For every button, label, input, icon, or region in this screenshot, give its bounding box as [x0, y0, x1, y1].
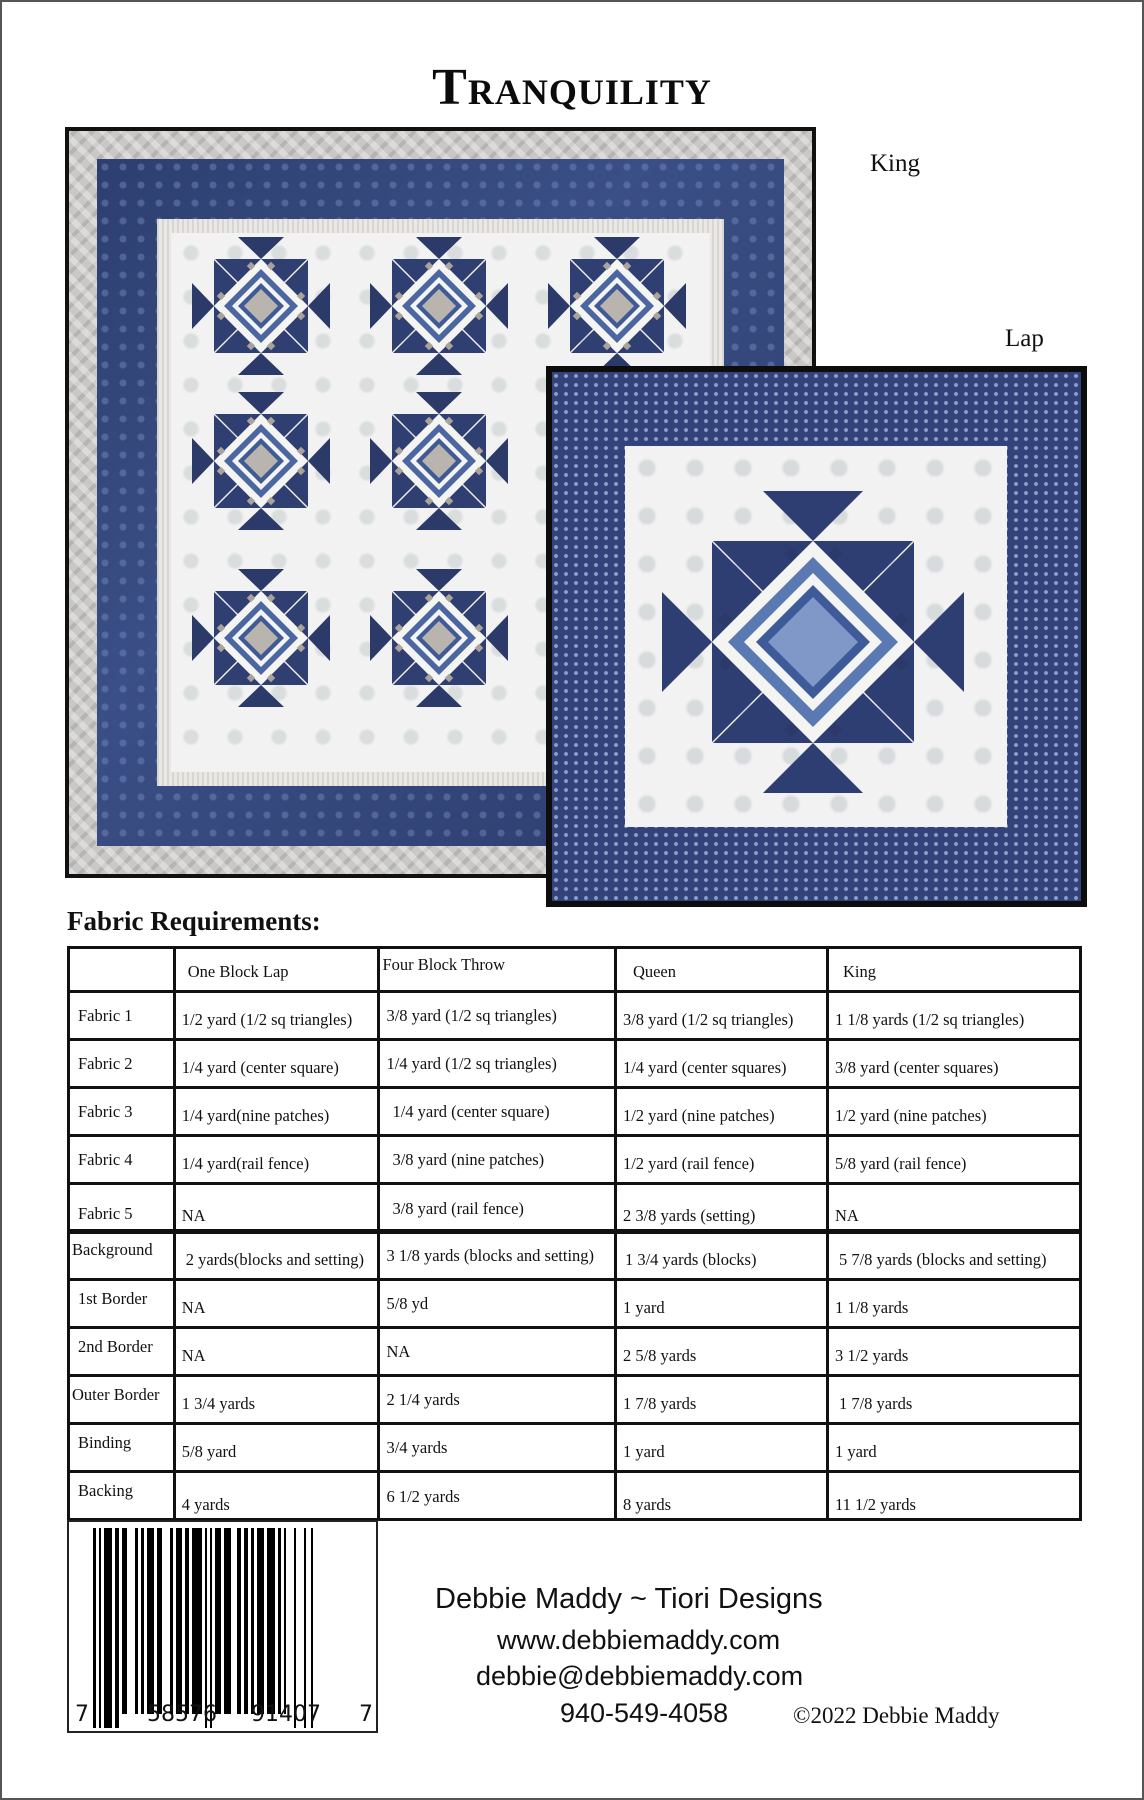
table-cell: 3/8 yard (nine patches) — [379, 1136, 615, 1184]
barcode-digit: 58576 — [147, 1702, 217, 1727]
table-row — [69, 1040, 1081, 1088]
table-cell: 6 1/2 yards — [379, 1472, 615, 1520]
barcode-digit: 7 — [75, 1702, 89, 1727]
table-cell: 1 yard — [615, 1280, 827, 1328]
table-cell: 5/8 yard — [174, 1424, 379, 1472]
table-cell: 5/8 yd — [379, 1280, 615, 1328]
table-cell: NA — [827, 1184, 1080, 1232]
table-cell: 2 5/8 yards — [615, 1328, 827, 1376]
quilt-block — [188, 233, 334, 379]
table-cell: 2 yards(blocks and setting) — [174, 1232, 379, 1280]
row-label: Outer Border — [69, 1376, 175, 1424]
lap-quilt-block — [658, 487, 968, 797]
table-row — [69, 1472, 1081, 1520]
row-label: 2nd Border — [69, 1328, 175, 1376]
table-row — [69, 1424, 1081, 1472]
table-cell: 5 7/8 yards (blocks and setting) — [827, 1232, 1080, 1280]
column-header: Queen — [615, 948, 827, 992]
row-label: Fabric 5 — [69, 1184, 175, 1232]
table-cell: 5/8 yard (rail fence) — [827, 1136, 1080, 1184]
lap-quilt-image — [546, 366, 1087, 907]
quilt-block — [366, 565, 512, 711]
table-cell: NA — [174, 1184, 379, 1232]
table-row — [69, 1376, 1081, 1424]
table-cell: 11 1/2 yards — [827, 1472, 1080, 1520]
quilt-block — [366, 233, 512, 379]
table-cell: 1 7/8 yards — [827, 1376, 1080, 1424]
row-label: 1st Border — [69, 1280, 175, 1328]
table-cell: 1/2 yard (nine patches) — [615, 1088, 827, 1136]
table-cell: 1 yard — [827, 1424, 1080, 1472]
table-cell: 1/4 yard(nine patches) — [174, 1088, 379, 1136]
table-header-row — [69, 948, 1081, 992]
row-label: Background — [69, 1232, 175, 1280]
king-size-label: King — [870, 150, 920, 177]
table-cell: 1/4 yard (1/2 sq triangles) — [379, 1040, 615, 1088]
table-cell: 3/8 yard (rail fence) — [379, 1184, 615, 1232]
table-cell: 2 1/4 yards — [379, 1376, 615, 1424]
quilt-block — [188, 388, 334, 534]
table-row — [69, 1232, 1081, 1280]
table-cell: 1/2 yard (1/2 sq triangles) — [174, 992, 379, 1040]
copyright-notice: ©2022 Debbie Maddy — [793, 1703, 1000, 1728]
row-label: Fabric 4 — [69, 1136, 175, 1184]
table-cell: 3/8 yard (1/2 sq triangles) — [379, 992, 615, 1040]
table-cell: 1 yard — [615, 1424, 827, 1472]
row-label: Fabric 2 — [69, 1040, 175, 1088]
table-cell: 1/4 yard (center square) — [174, 1040, 379, 1088]
table-cell: 1 1/8 yards — [827, 1280, 1080, 1328]
column-header — [69, 948, 175, 992]
row-label: Binding — [69, 1424, 175, 1472]
table-cell: 1/2 yard (rail fence) — [615, 1136, 827, 1184]
table-cell: 1/4 yard (center squares) — [615, 1040, 827, 1088]
quilt-block — [188, 565, 334, 711]
table-row — [69, 1184, 1081, 1232]
quilt-block — [544, 233, 690, 379]
table-row — [69, 1088, 1081, 1136]
designer-company: Debbie Maddy ~ Tiori Designs — [435, 1583, 823, 1615]
table-cell: 4 yards — [174, 1472, 379, 1520]
row-label: Fabric 1 — [69, 992, 175, 1040]
table-row — [69, 1280, 1081, 1328]
table-cell: 3 1/8 yards (blocks and setting) — [379, 1232, 615, 1280]
barcode-digit: 91407 — [251, 1702, 321, 1727]
email-link[interactable]: debbie@debbiemaddy.com — [476, 1661, 804, 1691]
table-row — [69, 1136, 1081, 1184]
column-header: One Block Lap — [174, 948, 379, 992]
fabric-requirements-heading: Fabric Requirements: — [67, 906, 321, 936]
row-label: Fabric 3 — [69, 1088, 175, 1136]
table-cell: 1 3/4 yards (blocks) — [615, 1232, 827, 1280]
column-header: King — [827, 948, 1080, 992]
table-cell: 1 3/4 yards — [174, 1376, 379, 1424]
row-label: Backing — [69, 1472, 175, 1520]
pattern-title: Tranquility — [432, 59, 712, 116]
table-cell: 1 1/8 yards (1/2 sq triangles) — [827, 992, 1080, 1040]
table-cell: 1/4 yard (center square) — [379, 1088, 615, 1136]
table-cell: 1/2 yard (nine patches) — [827, 1088, 1080, 1136]
column-header: Four Block Throw — [379, 948, 615, 992]
quilt-block — [366, 388, 512, 534]
table-cell: 1 7/8 yards — [615, 1376, 827, 1424]
website-link[interactable]: www.debbiemaddy.com — [497, 1625, 781, 1655]
table-cell: 3/4 yards — [379, 1424, 615, 1472]
lap-size-label: Lap — [1005, 325, 1044, 352]
table-cell: NA — [379, 1328, 615, 1376]
table-cell: 3 1/2 yards — [827, 1328, 1080, 1376]
fabric-requirements-table — [67, 946, 1082, 1521]
table-cell: NA — [174, 1328, 379, 1376]
table-row — [69, 992, 1081, 1040]
barcode-digit: 7 — [359, 1702, 373, 1727]
phone-number: 940-549-4058 — [560, 1698, 729, 1728]
table-cell: 2 3/8 yards (setting) — [615, 1184, 827, 1232]
table-cell: NA — [174, 1280, 379, 1328]
barcode-bars — [93, 1528, 353, 1714]
lap-quilt-center — [625, 446, 1007, 827]
table-row — [69, 1328, 1081, 1376]
table-cell: 8 yards — [615, 1472, 827, 1520]
upc-barcode — [67, 1520, 378, 1733]
table-cell: 3/8 yard (1/2 sq triangles) — [615, 992, 827, 1040]
table-cell: 1/4 yard(rail fence) — [174, 1136, 379, 1184]
table-cell: 3/8 yard (center squares) — [827, 1040, 1080, 1088]
